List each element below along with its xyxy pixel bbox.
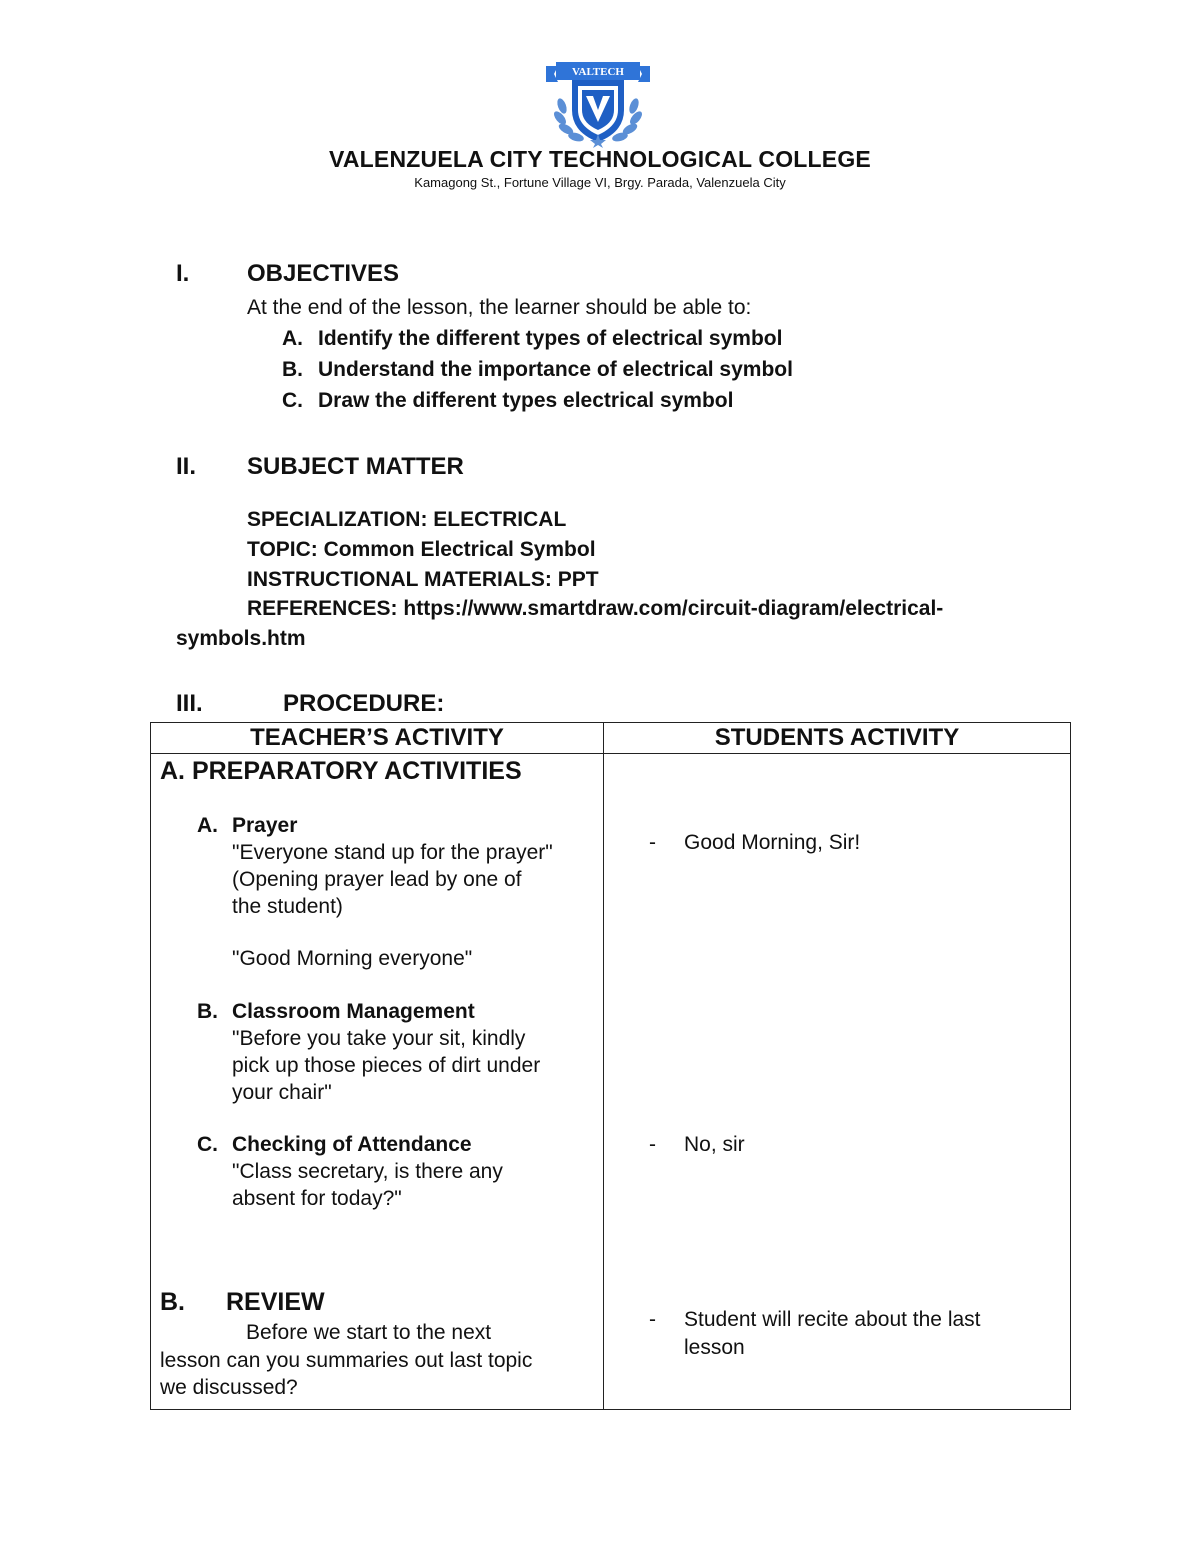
student-response: Good Morning, Sir! xyxy=(684,831,861,854)
procedure-heading: PROCEDURE: xyxy=(283,690,445,717)
references xyxy=(247,597,943,621)
list-dash: - xyxy=(649,1308,656,1331)
student-response: Student will recite about the last xyxy=(684,1308,981,1331)
references-label: REFERENCES: xyxy=(247,597,398,620)
objective-item xyxy=(282,358,793,382)
objective-item xyxy=(282,389,733,413)
specialization: SPECIALIZATION: ELECTRICAL xyxy=(247,508,567,531)
prayer-line: (Opening prayer lead by one of xyxy=(232,868,522,891)
list-dash: - xyxy=(649,1133,656,1156)
prayer-line: the student) xyxy=(232,895,343,918)
references-link-continued[interactable]: symbols.htm xyxy=(176,627,306,650)
students-activity-header: STUDENTS ACTIVITY xyxy=(604,723,1071,754)
prayer-letter: A. xyxy=(197,814,218,837)
student-response: lesson xyxy=(684,1336,745,1359)
attendance-letter: C. xyxy=(197,1133,218,1156)
college-name: VALENZUELA CITY TECHNOLOGICAL COLLEGE xyxy=(329,146,871,172)
objective-text: Understand the importance of electrical symbol xyxy=(318,358,793,381)
objective-letter: C. xyxy=(282,389,303,412)
prayer-title: Prayer xyxy=(232,814,298,837)
review-line: we discussed? xyxy=(160,1376,298,1399)
classroom-management-line: "Before you take your sit, kindly xyxy=(232,1027,526,1050)
objectives-number: I. xyxy=(176,260,190,287)
procedure-number: III. xyxy=(176,690,203,717)
classroom-management-line: pick up those pieces of dirt under xyxy=(232,1054,541,1077)
review-line: Before we start to the next xyxy=(246,1321,492,1344)
instructional-materials: INSTRUCTIONAL MATERIALS: PPT xyxy=(247,568,599,591)
college-logo xyxy=(540,56,656,148)
list-dash: - xyxy=(649,831,656,854)
topic xyxy=(247,538,596,562)
svg-text:VALTECH: VALTECH xyxy=(572,66,624,78)
classroom-management-title: Classroom Management xyxy=(232,1000,475,1023)
attendance-line: absent for today?" xyxy=(232,1187,402,1210)
prayer-greeting: "Good Morning everyone" xyxy=(232,947,473,970)
objective-letter: A. xyxy=(282,327,303,350)
objectives-heading: OBJECTIVES xyxy=(247,260,400,287)
references-link[interactable]: https://www.smartdraw.com/circuit-diagram/electrical- xyxy=(403,597,944,620)
objective-text: Identify the different types of electrical symbol xyxy=(318,327,783,350)
objective-item xyxy=(282,327,782,351)
review-letter: B. xyxy=(160,1288,185,1316)
procedure-table xyxy=(150,722,1071,1410)
objective-text: Draw the different types electrical symbol xyxy=(318,389,734,412)
topic-label: TOPIC: xyxy=(247,538,318,561)
objective-letter: B. xyxy=(282,358,303,381)
preparatory-activities-heading: A. PREPARATORY ACTIVITIES xyxy=(160,757,522,785)
prayer-line: "Everyone stand up for the prayer" xyxy=(232,841,553,864)
subject-matter-number: II. xyxy=(176,453,197,480)
review-line: lesson can you summaries out last topic xyxy=(160,1349,533,1372)
attendance-title: Checking of Attendance xyxy=(232,1133,472,1156)
review-heading: REVIEW xyxy=(226,1288,325,1316)
teacher-activity-header: TEACHER’S ACTIVITY xyxy=(151,723,604,754)
subject-matter-heading: SUBJECT MATTER xyxy=(247,453,464,480)
college-address: Kamagong St., Fortune Village VI, Brgy. Parada, Valenzuela City xyxy=(414,175,786,190)
topic-value: Common Electrical Symbol xyxy=(323,538,596,561)
classroom-management-letter: B. xyxy=(197,1000,218,1023)
classroom-management-line: your chair" xyxy=(232,1081,332,1104)
attendance-line: "Class secretary, is there any xyxy=(232,1160,503,1183)
students-activity-cell xyxy=(604,754,1071,1410)
objectives-intro: At the end of the lesson, the learner should be able to: xyxy=(247,296,752,319)
student-response: No, sir xyxy=(684,1133,745,1156)
teacher-activity-cell xyxy=(151,754,604,1410)
